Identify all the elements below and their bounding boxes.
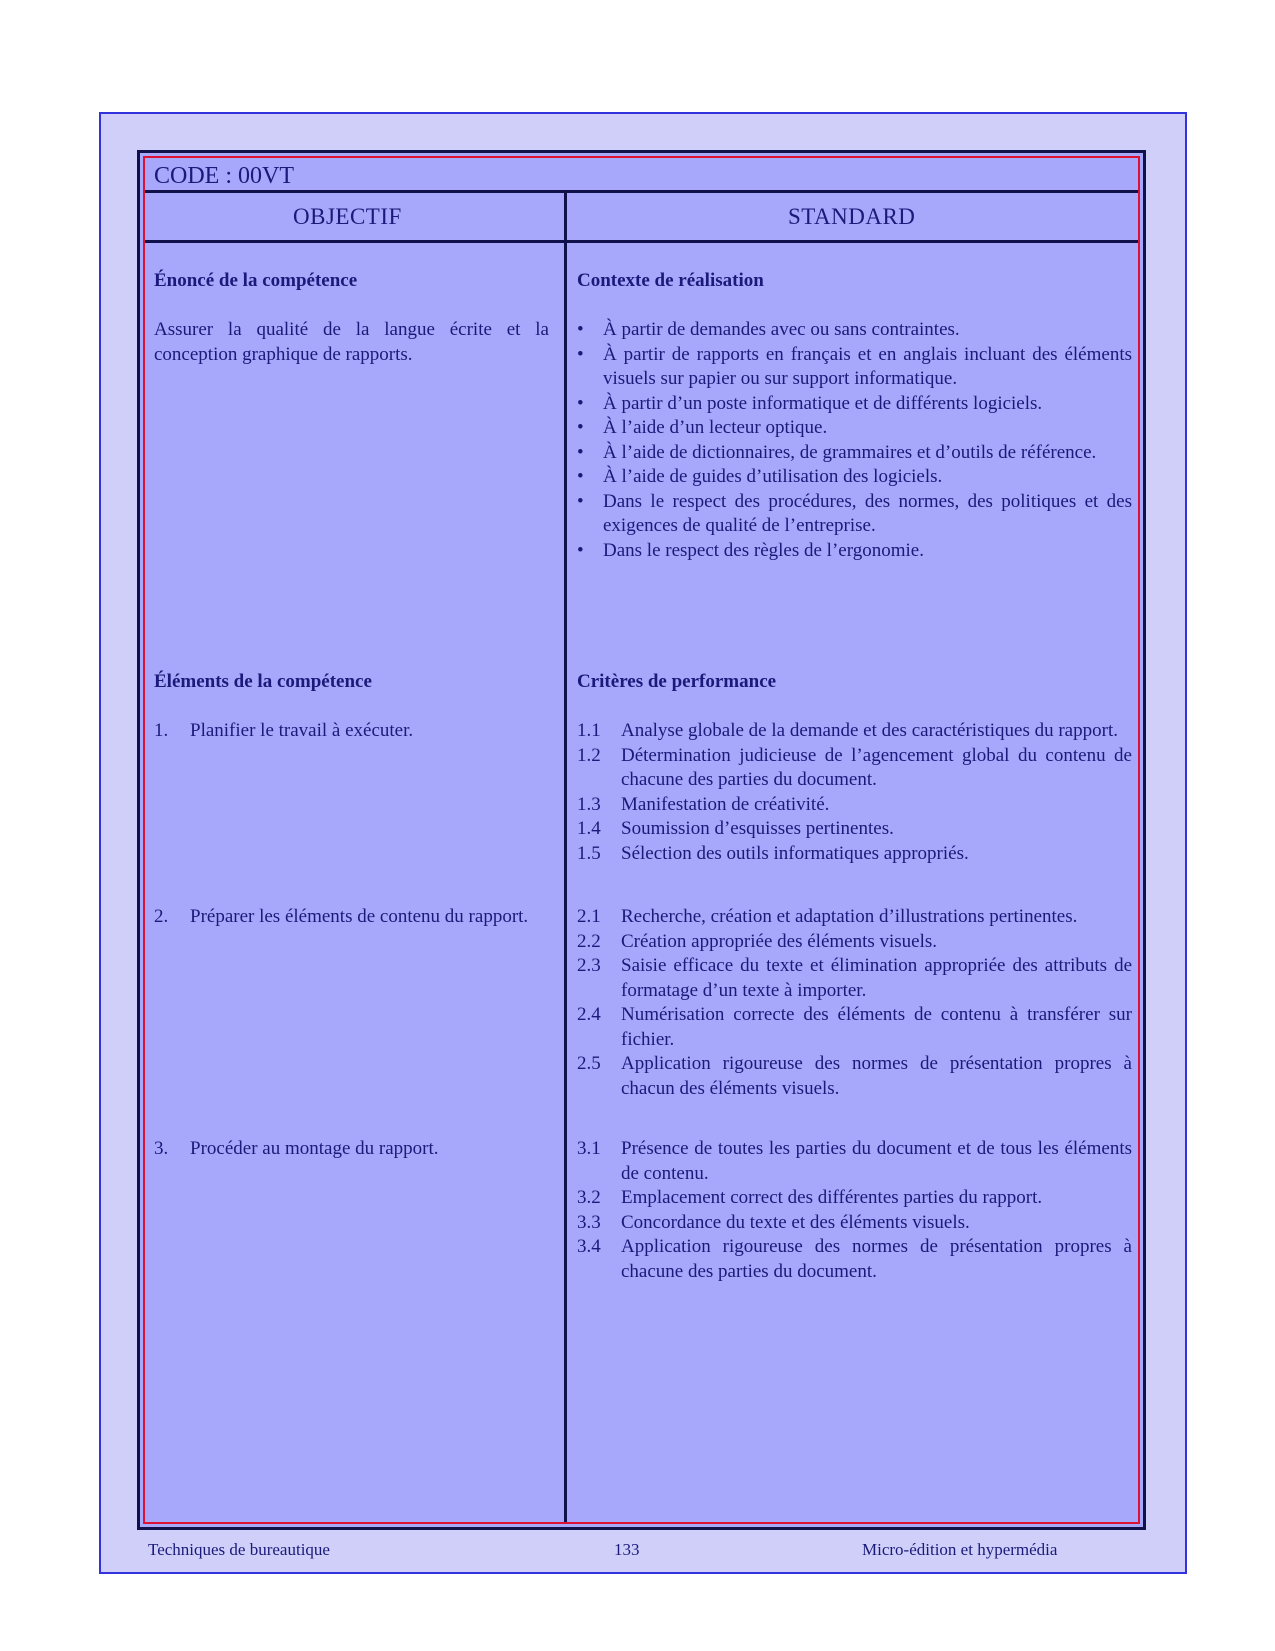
contexte-title: Contexte de réalisation: [577, 270, 764, 291]
critere-number: 2.3: [577, 955, 601, 976]
contexte-item-text: À l’aide de dictionnaires, de grammaires et d’outils de référence.: [603, 441, 1097, 463]
list-item: [577, 392, 1132, 417]
header-row: [145, 193, 1138, 243]
critere-text: Saisie efficace du texte et élimination appropriée des attributs de formatage d’un texte à importer.: [621, 955, 1132, 1001]
critere-item: [577, 793, 1132, 818]
contexte-item-text: Dans le respect des procédures, des normes, des politiques et des exigences de qualité de l’entreprise.: [603, 490, 1132, 536]
list-item: [577, 441, 1132, 466]
table-inner-border: [143, 156, 1140, 1524]
critere-text: Numérisation correcte des éléments de contenu à transférer sur fichier.: [621, 1004, 1132, 1050]
list-item: [577, 416, 1132, 441]
critere-item: [577, 842, 1132, 867]
contexte-item-text: À l’aide d’un lecteur optique.: [603, 417, 828, 438]
bullet-icon: •: [577, 441, 584, 463]
element-number: 1.: [154, 720, 169, 741]
header-objectif: OBJECTIF: [293, 204, 402, 229]
code-row: [145, 158, 1138, 193]
critere-item: [577, 1052, 1132, 1101]
bullet-icon: •: [577, 490, 584, 512]
bullet-icon: •: [577, 319, 584, 340]
critere-text: Présence de toutes les parties du document et de tous les éléments de contenu.: [621, 1138, 1132, 1184]
critere-text: Emplacement correct des différentes parties du rapport.: [621, 1187, 1043, 1208]
critere-item: [577, 817, 1132, 842]
critere-text: Soumission d’esquisses pertinentes.: [621, 818, 894, 839]
critere-number: 1.2: [577, 744, 601, 766]
critere-text: Concordance du texte et des éléments visuels.: [621, 1211, 970, 1233]
contexte-item-text: À partir d’un poste informatique et de différents logiciels.: [603, 392, 1043, 414]
column-divider: [564, 193, 567, 1522]
critere-number: 2.5: [577, 1053, 601, 1074]
element-text: Préparer les éléments de contenu du rapport.: [190, 906, 529, 927]
critere-item: [577, 1235, 1132, 1284]
contexte-item-text: À l’aide de guides d’utilisation des logiciels.: [603, 466, 943, 487]
enonce-text: Assurer la qualité de la langue écrite et la conception graphique de rapports.: [154, 319, 549, 365]
elements-title: Éléments de la compétence: [154, 671, 372, 692]
critere-item: [577, 930, 1132, 955]
critere-number: 3.1: [577, 1138, 601, 1159]
critere-item: [577, 744, 1132, 793]
critere-number: 1.1: [577, 720, 601, 741]
critere-text: Application rigoureuse des normes de présentation propres à chacun des éléments visuels.: [621, 1053, 1132, 1099]
critere-number: 3.4: [577, 1236, 601, 1257]
critere-text: Manifestation de créativité.: [621, 793, 830, 815]
footer-right: Micro-édition et hypermédia: [862, 1540, 1058, 1559]
critere-number: 1.4: [577, 818, 601, 839]
list-item: [577, 490, 1132, 539]
critere-item: [577, 1186, 1132, 1211]
page-number: 133: [614, 1540, 640, 1559]
criteres-group-1: [577, 719, 1132, 866]
critere-number: 2.1: [577, 906, 601, 927]
critere-number: 1.3: [577, 793, 601, 815]
critere-text: Application rigoureuse des normes de présentation propres à chacune des parties du document.: [621, 1236, 1132, 1282]
list-item: [577, 318, 1132, 343]
critere-item: [577, 1211, 1132, 1236]
element-item: [154, 1137, 549, 1162]
criteres-title: Critères de performance: [577, 671, 777, 692]
critere-item: [577, 1137, 1132, 1186]
enonce-title: Énoncé de la compétence: [154, 270, 358, 291]
contexte-list: [577, 318, 1132, 563]
footer-left: Techniques de bureautique: [148, 1540, 330, 1559]
contexte-item-text: À partir de rapports en français et en anglais incluant des éléments visuels sur papier ou sur support informatique.: [603, 343, 1132, 389]
bullet-icon: •: [577, 466, 584, 487]
competence-table: [137, 150, 1146, 1530]
list-item: [577, 539, 1132, 564]
critere-text: Sélection des outils informatiques appropriés.: [621, 842, 969, 864]
bullet-icon: •: [577, 392, 584, 414]
critere-item: [577, 1003, 1132, 1052]
criteres-group-3: [577, 1137, 1132, 1284]
element-item: [154, 905, 549, 930]
list-item: [577, 465, 1132, 490]
list-item: [577, 343, 1132, 392]
bullet-icon: •: [577, 343, 584, 365]
element-text: Planifier le travail à exécuter.: [190, 720, 414, 741]
contexte-item-text: Dans le respect des règles de l’ergonomie.: [603, 539, 924, 561]
element-text: Procéder au montage du rapport.: [190, 1138, 439, 1159]
course-code: CODE : 00VT: [154, 163, 294, 189]
element-number: 2.: [154, 906, 169, 927]
critere-number: 2.2: [577, 930, 601, 952]
critere-number: 3.3: [577, 1211, 601, 1233]
header-standard: STANDARD: [788, 204, 916, 229]
critere-item: [577, 905, 1132, 930]
critere-text: Création appropriée des éléments visuels.: [621, 930, 938, 952]
bullet-icon: •: [577, 417, 584, 438]
element-number: 3.: [154, 1138, 169, 1159]
critere-text: Recherche, création et adaptation d’illustrations pertinentes.: [621, 906, 1078, 927]
critere-number: 3.2: [577, 1187, 601, 1208]
bullet-icon: •: [577, 539, 584, 561]
critere-text: Détermination judicieuse de l’agencement global du contenu de chacune des parties du document.: [621, 744, 1132, 790]
critere-number: 2.4: [577, 1004, 601, 1025]
critere-item: [577, 719, 1132, 744]
contexte-item-text: À partir de demandes avec ou sans contraintes.: [603, 319, 960, 340]
criteres-group-2: [577, 905, 1132, 1101]
critere-number: 1.5: [577, 842, 601, 864]
critere-item: [577, 954, 1132, 1003]
critere-text: Analyse globale de la demande et des caractéristiques du rapport.: [621, 720, 1118, 741]
element-item: [154, 719, 549, 744]
